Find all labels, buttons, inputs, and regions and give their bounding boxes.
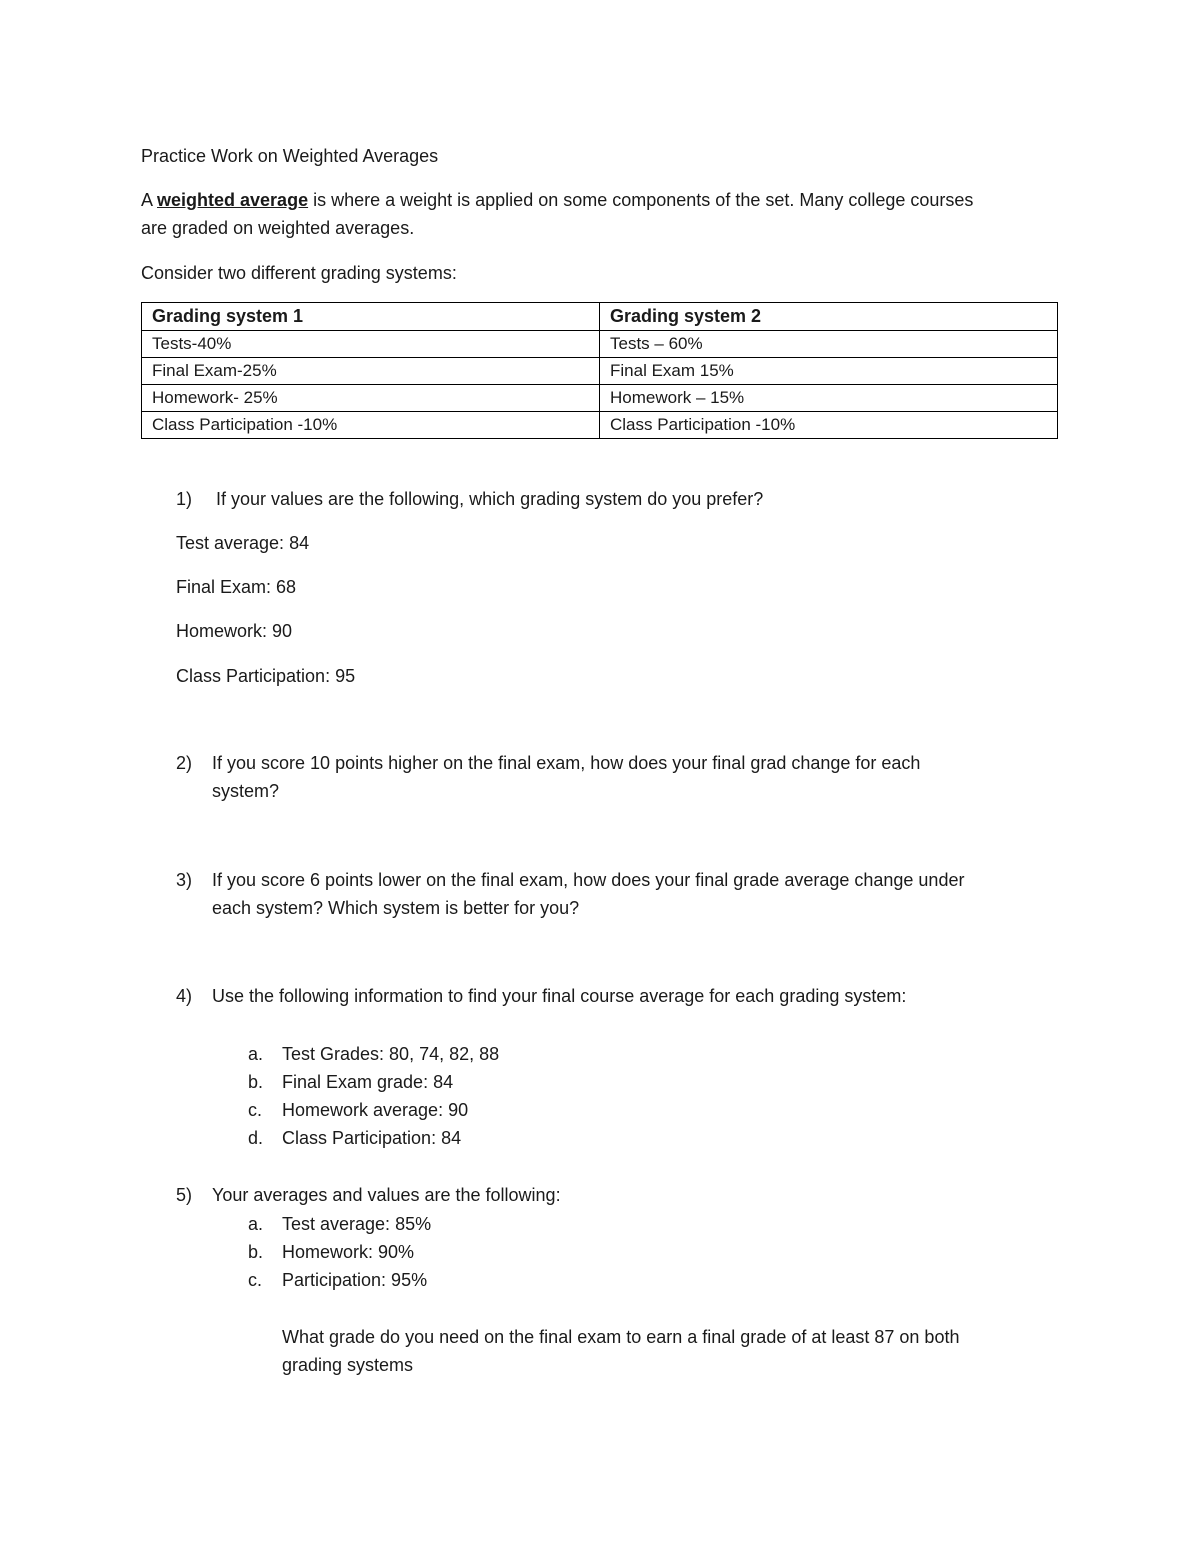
table-cell: Final Exam 15% <box>600 358 1058 385</box>
question-3-line-1: If you score 6 points lower on the final exam, how does your final grade average change under <box>212 870 965 890</box>
intro-term: weighted average <box>157 190 309 210</box>
question-4-item-letter: d. <box>248 1128 264 1148</box>
question-3-number: 3) <box>176 870 193 890</box>
question-4-item-text: Homework average: 90 <box>282 1100 469 1120</box>
question-4-item-letter: b. <box>248 1072 264 1092</box>
question-5-followup-line-2: grading systems <box>282 1355 414 1375</box>
question-5-number: 5) <box>176 1185 193 1205</box>
question-4-item-text: Class Participation: 84 <box>282 1128 462 1148</box>
question-5-item-text: Homework: 90% <box>282 1242 415 1262</box>
table-cell: Homework- 25% <box>142 385 600 412</box>
question-1-value: Test average: 84 <box>176 533 310 553</box>
table-cell: Class Participation -10% <box>600 412 1058 439</box>
table-header-row <box>142 303 1058 331</box>
table-header-cell: Grading system 1 <box>142 303 600 331</box>
question-1-value: Class Participation: 95 <box>176 666 356 686</box>
question-5-item-letter: b. <box>248 1242 264 1262</box>
question-4-item-text: Final Exam grade: 84 <box>282 1072 454 1092</box>
table-row <box>142 358 1058 385</box>
table-cell: Homework – 15% <box>600 385 1058 412</box>
table-cell: Tests – 60% <box>600 331 1058 358</box>
table-cell: Tests-40% <box>142 331 600 358</box>
question-5-item-letter: c. <box>248 1270 263 1290</box>
table-row <box>142 331 1058 358</box>
question-5-followup-line-1: What grade do you need on the final exam to earn a final grade of at least 87 on both <box>282 1327 960 1347</box>
table-header-cell: Grading system 2 <box>600 303 1058 331</box>
question-4-item-letter: c. <box>248 1100 263 1120</box>
table-row <box>142 412 1058 439</box>
question-3-line-2: each system? Which system is better for you? <box>212 898 580 918</box>
grading-systems-table <box>141 302 1058 439</box>
page-title: Practice Work on Weighted Averages <box>141 146 439 166</box>
question-1-value: Homework: 90 <box>176 621 293 641</box>
table-cell: Class Participation -10% <box>142 412 600 439</box>
question-2-line-2: system? <box>212 781 280 801</box>
question-2-line-1: If you score 10 points higher on the final exam, how does your final grad change for each <box>212 753 921 773</box>
intro-prefix: A <box>141 190 158 210</box>
question-4-item-letter: a. <box>248 1044 264 1064</box>
intro-line-1 <box>141 186 973 214</box>
question-1-value: Final Exam: 68 <box>176 577 297 597</box>
question-5-item-text: Participation: 95% <box>282 1270 428 1290</box>
question-4-number: 4) <box>176 986 193 1006</box>
question-1-number: 1) <box>176 489 193 509</box>
question-5-item-text: Test average: 85% <box>282 1214 432 1234</box>
question-5-item-letter: a. <box>248 1214 264 1234</box>
question-5-text: Your averages and values are the following: <box>212 1185 561 1205</box>
question-4-item-text: Test Grades: 80, 74, 82, 88 <box>282 1044 500 1064</box>
table-row <box>142 385 1058 412</box>
intro-line-1-rest: is where a weight is applied on some components of the set. Many college courses <box>308 190 974 210</box>
question-1-text: If your values are the following, which grading system do you prefer? <box>216 489 764 509</box>
question-2-number: 2) <box>176 753 193 773</box>
question-4-text: Use the following information to find your final course average for each grading system: <box>212 986 907 1006</box>
table-cell: Final Exam-25% <box>142 358 600 385</box>
consider-text: Consider two different grading systems: <box>141 263 457 283</box>
intro-line-2: are graded on weighted averages. <box>141 218 415 238</box>
